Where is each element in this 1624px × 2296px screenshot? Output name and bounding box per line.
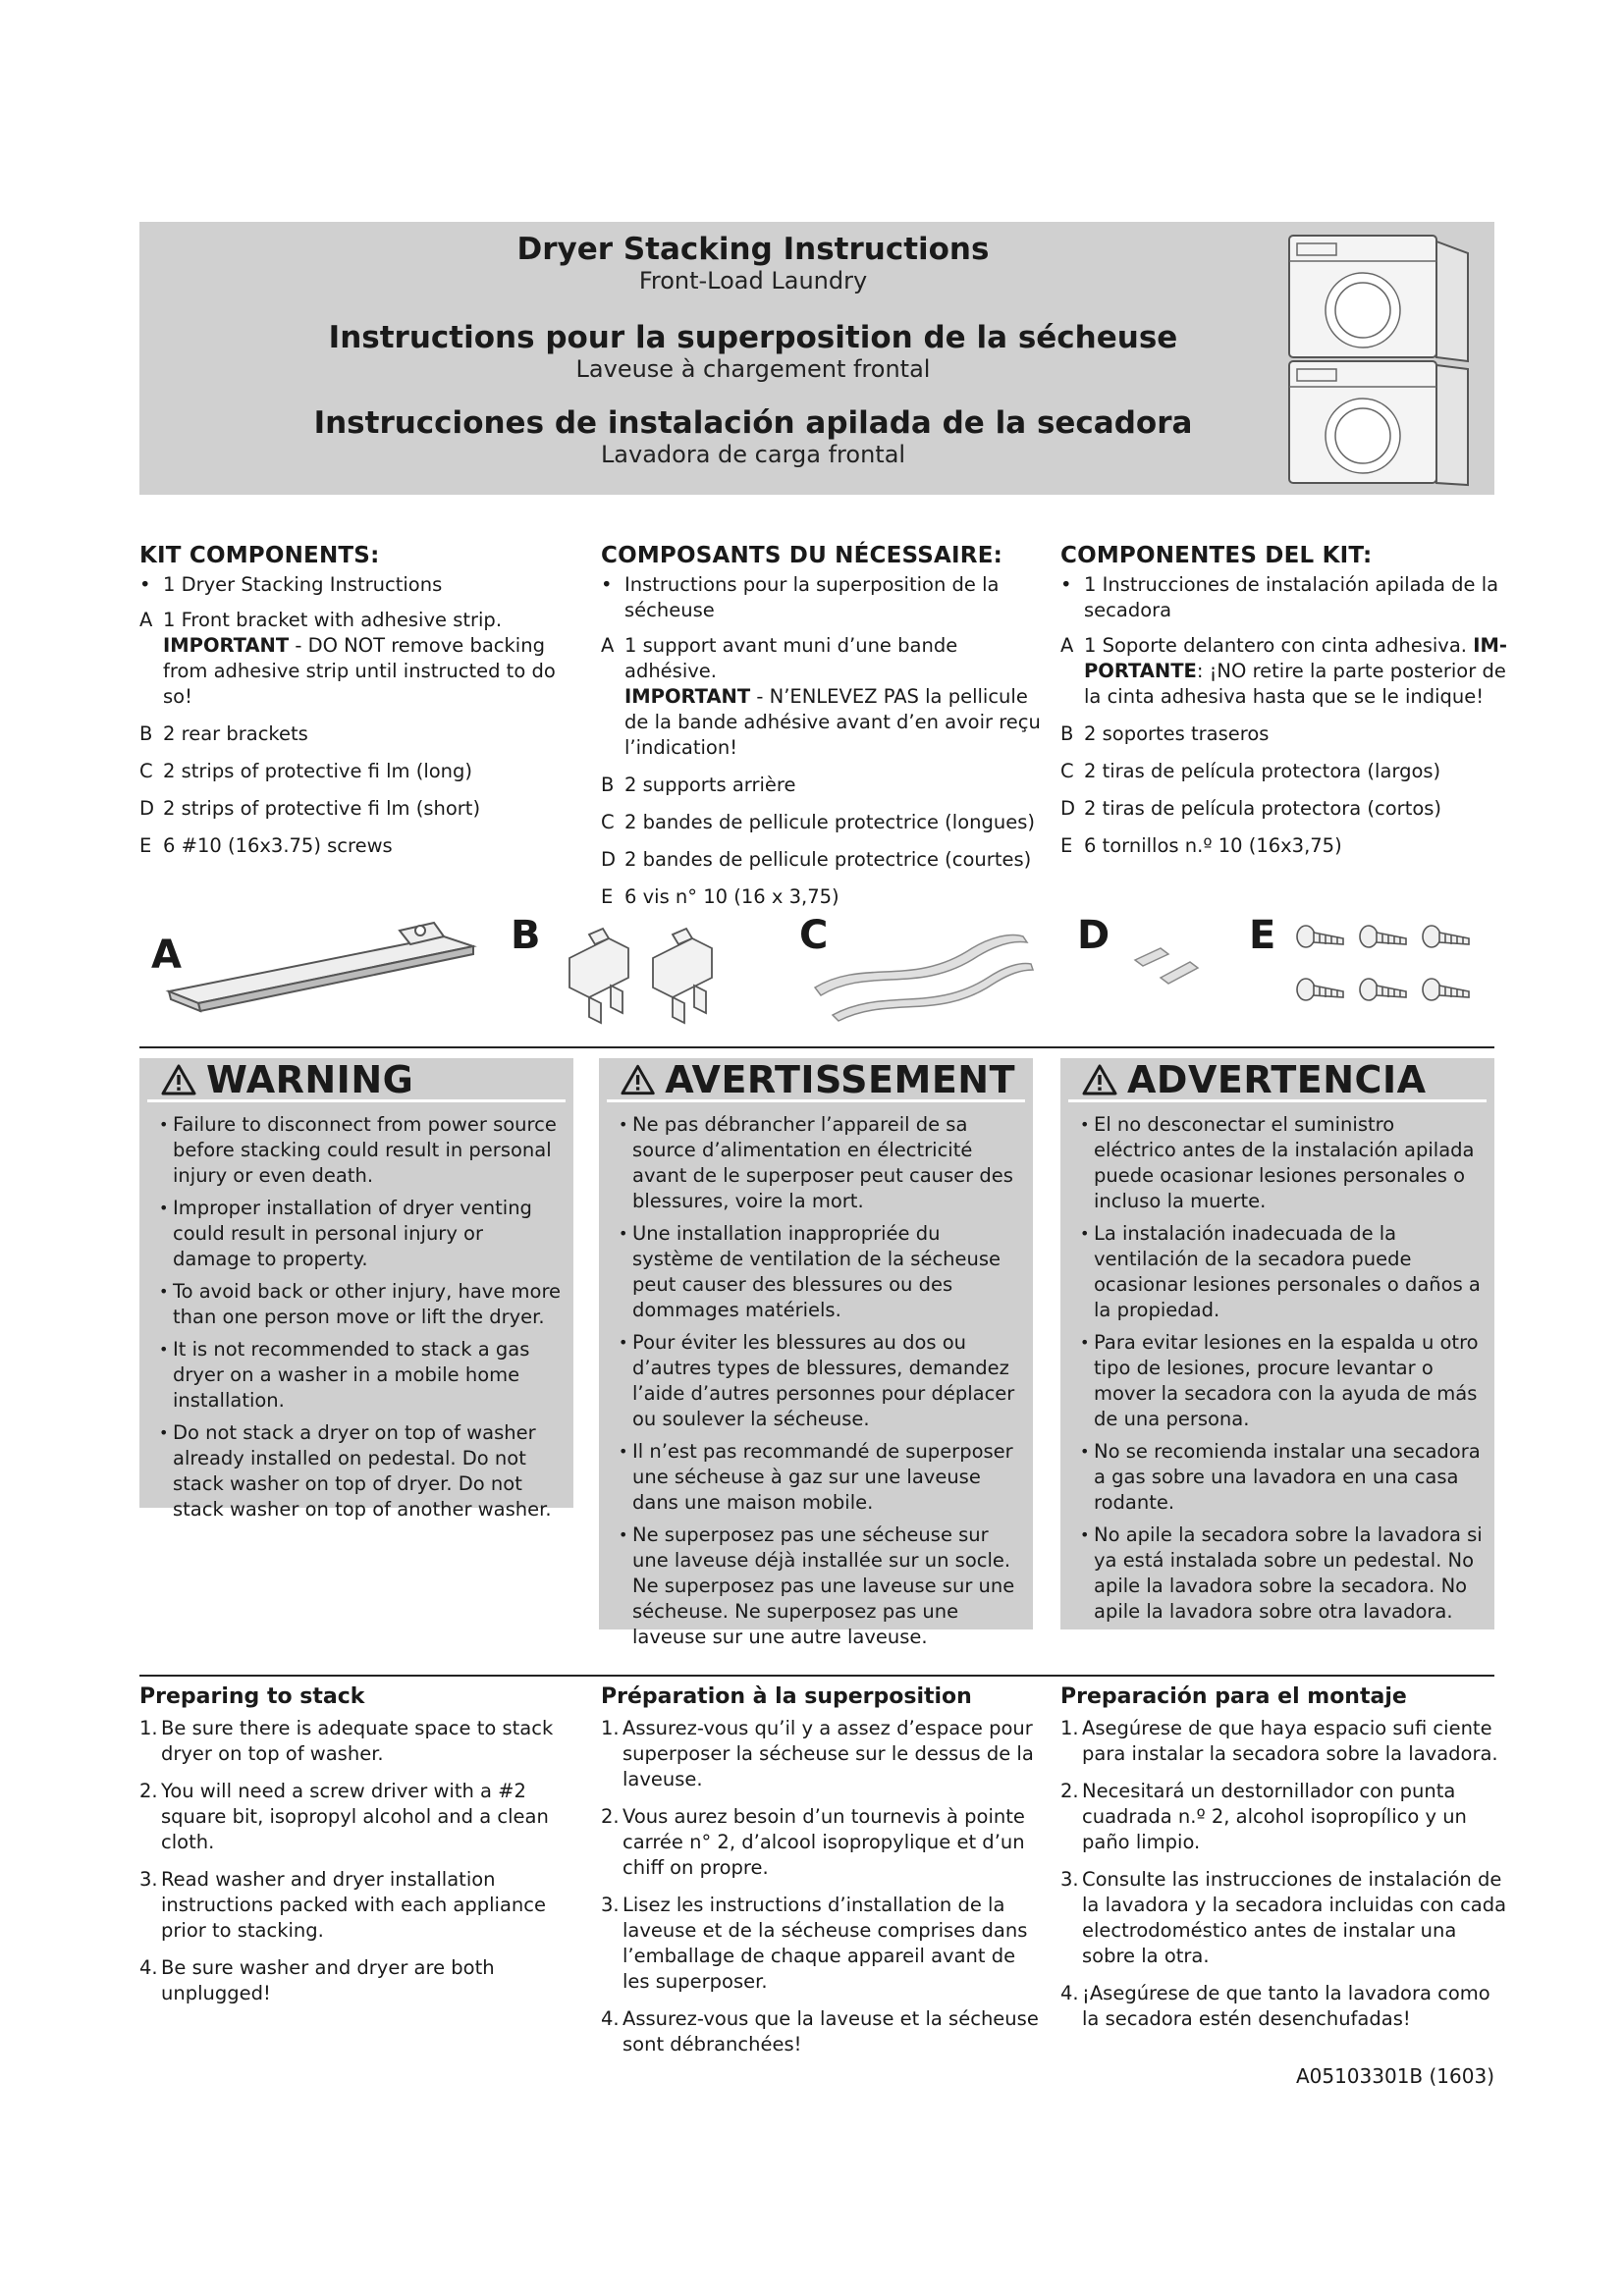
prep-step: 2. Necesitará un destornillador con punta cuadrada n.º 2, alcohol isopropílico y un paño limpio.	[1060, 1780, 1467, 1853]
kit-item-e: E 6 #10 (16x3.75) screws	[139, 834, 393, 857]
preparing-spanish	[1060, 1684, 1507, 2044]
warning-item: • Do not stack a dryer on top of washer already installed on pedestal. Do not stack washer on top of dryer. Do not stack washer on top of another washer.	[173, 1420, 562, 1522]
warning-list	[599, 1112, 1033, 1667]
kit-heading: COMPONENTES DEL KIT:	[1060, 543, 1373, 568]
warning-item: • No se recomienda instalar una secadora a gas sobre una lavadora en una casa rodante.	[1094, 1439, 1483, 1516]
prep-heading: Preparación para el montaje	[1060, 1684, 1407, 1709]
prep-step: 4. Be sure washer and dryer are both unplugged!	[139, 1956, 495, 2004]
warning-triangle-icon	[161, 1064, 196, 1095]
kit-item-b: B 2 soportes traseros	[1060, 722, 1270, 745]
warning-box-english	[139, 1058, 573, 1521]
part-letter-b: B	[511, 913, 541, 958]
kit-item-e: E 6 vis n° 10 (16 x 3,75)	[601, 885, 839, 908]
warning-item: • Failure to disconnect from power source before stacking could result in personal injury or even death.	[173, 1112, 562, 1189]
warning-triangle-icon	[621, 1064, 655, 1095]
stacked-washer-dryer-icon	[1275, 228, 1482, 491]
kit-item-e: E 6 tornillos n.º 10 (16x3,75)	[1060, 834, 1342, 857]
protective-film-long-icon	[805, 919, 1041, 1027]
warning-item: • It is not recommended to stack a gas dryer on a washer in a mobile home installation.	[173, 1337, 562, 1414]
warning-item: • Ne superposez pas une sécheuse sur une laveuse déjà installée sur un socle. Ne superposez pas une laveuse sur une sécheuse. Ne superposez pas une laveuse sur une autre laveuse.	[632, 1522, 1021, 1650]
preparing-english	[139, 1684, 586, 2018]
parts-illustration	[139, 913, 1494, 1031]
prep-step: 3. Consulte las instrucciones de instalación de la lavadora y la secadora incluidas con cada electrodoméstico antes de instalar una sobre la otra.	[1060, 1868, 1507, 1967]
kit-item-c: C 2 bandes de pellicule protectrice (longues)	[601, 811, 1035, 833]
kit-item: • 1 Instrucciones de instalación apilada de la secadora	[1060, 573, 1499, 621]
section-divider	[139, 1046, 1494, 1048]
kit-components-english	[139, 543, 586, 871]
kit-heading: KIT COMPONENTS:	[139, 543, 380, 568]
prep-step: 2. Vous aurez besoin d’un tournevis à pointe carrée n° 2, d’alcool isopropylique et d’un chiff on propre.	[601, 1805, 1025, 1879]
prep-heading: Preparing to stack	[139, 1684, 365, 1709]
subtitle-spanish: Lavadora de carga frontal	[600, 441, 906, 469]
preparing-french	[601, 1684, 1048, 2069]
kit-item-c: C 2 tiras de película protectora (largos)	[1060, 760, 1441, 782]
subtitle-french: Laveuse à chargement frontal	[575, 354, 931, 383]
warning-title: AVERTISSEMENT	[607, 1058, 1025, 1102]
kit-item-b: B 2 supports arrière	[601, 774, 796, 796]
prep-step: 1. Assurez-vous qu’il y a assez d’espace pour superposer la sécheuse sur le dessus de la laveuse.	[601, 1717, 1034, 1790]
warning-list	[139, 1112, 573, 1539]
protective-film-short-icon	[1131, 933, 1210, 991]
warning-title: WARNING	[147, 1058, 566, 1102]
warning-item: • El no desconectar el suministro eléctrico antes de la instalación apilada puede ocasionar lesiones personales o incluso la muerte.	[1094, 1112, 1483, 1214]
warning-item: • Para evitar lesiones en la espalda u otro tipo de lesiones, procure levantar o mover la secadora con la ayuda de más de una persona.	[1094, 1330, 1483, 1432]
warning-item: • No apile la secadora sobre la lavadora si ya está instalada sobre un pedestal. No apile la lavadora sobre la secadora. No apile la lavadora sobre otra lavadora.	[1094, 1522, 1483, 1625]
kit-heading: COMPOSANTS DU NÉCESSAIRE:	[601, 543, 1003, 568]
kit-item-d: D 2 tiras de película protectora (cortos)	[1060, 797, 1442, 820]
kit-item-d: D 2 bandes de pellicule protectrice (courtes)	[601, 848, 1032, 871]
kit-item-c: C 2 strips of protective fi lm (long)	[139, 760, 473, 782]
prep-step: 3. Read washer and dryer installation instructions packed with each appliance prior to stacking.	[139, 1868, 546, 1942]
header-banner	[139, 222, 1494, 495]
title-spanish: Instrucciones de instalación apilada de la secadora	[313, 405, 1193, 442]
warning-item: • To avoid back or other injury, have more than one person move or lift the dryer.	[173, 1279, 562, 1330]
kit-item-a: A 1 Front bracket with adhesive strip. IMPORTANT - DO NOT remove backing from adhesive strip until instructed to do so!	[139, 609, 556, 708]
rear-brackets-icon	[560, 919, 746, 1027]
prep-step: 1. Asegúrese de que haya espacio sufi ciente para instalar la secadora sobre la lavadora.	[1060, 1717, 1498, 1765]
prep-list	[139, 1716, 586, 2006]
kit-components-french	[601, 543, 1048, 922]
warning-item: • La instalación inadecuada de la ventilación de la secadora puede ocasionar lesiones personales o daños a la propiedad.	[1094, 1221, 1483, 1323]
subtitle-english: Front-Load Laundry	[638, 267, 868, 295]
kit-components-spanish	[1060, 543, 1507, 871]
warning-list	[1060, 1112, 1494, 1641]
prep-heading: Préparation à la superposition	[601, 1684, 972, 1709]
warning-box-french	[599, 1058, 1033, 1648]
screws-icon	[1288, 917, 1485, 1025]
kit-item: • Instructions pour la superposition de la sécheuse	[601, 573, 1000, 621]
kit-item-b: B 2 rear brackets	[139, 722, 308, 745]
section-divider	[139, 1675, 1494, 1677]
part-letter-e: E	[1249, 913, 1276, 958]
warning-item: • Une installation inappropriée du système de ventilation de la sécheuse peut causer des blessures ou des dommages matériels.	[632, 1221, 1021, 1323]
warning-item: • Ne pas débrancher l’appareil de sa source d’alimentation en électricité avant de le superposer peut causer des blessures, voire la mort.	[632, 1112, 1021, 1214]
prep-step: 1. Be sure there is adequate space to stack dryer on top of washer.	[139, 1717, 554, 1765]
warning-triangle-icon	[1082, 1064, 1117, 1095]
document-code: A05103301B (1603)	[1295, 2064, 1494, 2088]
title-english: Dryer Stacking Instructions	[516, 232, 990, 267]
warning-item: • Il n’est pas recommandé de superposer une sécheuse à gaz sur une laveuse dans une maison mobile.	[632, 1439, 1021, 1516]
prep-list	[1060, 1716, 1507, 2032]
kit-item-a: A 1 support avant muni d’une bande adhésive. IMPORTANT - N’ENLEVEZ PAS la pellicule de la bande adhésive avant d’en avoir reçu l’indication!	[601, 634, 1041, 759]
warning-item: • Pour éviter les blessures au dos ou d’autres types de blessures, demandez l’aide d’autres personnes pour déplacer ou soulever la sécheuse.	[632, 1330, 1021, 1432]
kit-item-a: A 1 Soporte delantero con cinta adhesiva. IM-PORTANTE: ¡NO retire la parte posterior de la cinta adhesiva hasta que se le indique!	[1060, 634, 1507, 708]
header-titles	[139, 222, 1367, 468]
warning-item: • Improper installation of dryer venting could result in personal injury or damage to property.	[173, 1196, 562, 1272]
part-letter-a: A	[151, 933, 182, 978]
kit-item-d: D 2 strips of protective fi lm (short)	[139, 797, 481, 820]
prep-step: 2. You will need a screw driver with a #2 square bit, isopropyl alcohol and a clean cloth.	[139, 1780, 549, 1853]
part-letter-d: D	[1077, 913, 1110, 958]
prep-list	[601, 1716, 1048, 2057]
prep-step: 3. Lisez les instructions d’installation de la laveuse et de la sécheuse comprises dans l’emballage de chaque appareil avant de les superposer.	[601, 1894, 1028, 1993]
part-letter-c: C	[799, 913, 829, 958]
front-bracket-icon	[149, 913, 503, 1021]
warning-box-spanish	[1060, 1058, 1494, 1629]
title-french: Instructions pour la superposition de la sécheuse	[328, 319, 1178, 355]
kit-item: • 1 Dryer Stacking Instructions	[139, 573, 443, 596]
prep-step: 4. ¡Asegúrese de que tanto la lavadora como la secadora estén desenchufadas!	[1060, 1982, 1490, 2030]
warning-title: ADVERTENCIA	[1068, 1058, 1487, 1102]
prep-step: 4. Assurez-vous que la laveuse et la sécheuse sont débranchées!	[601, 2007, 1039, 2056]
